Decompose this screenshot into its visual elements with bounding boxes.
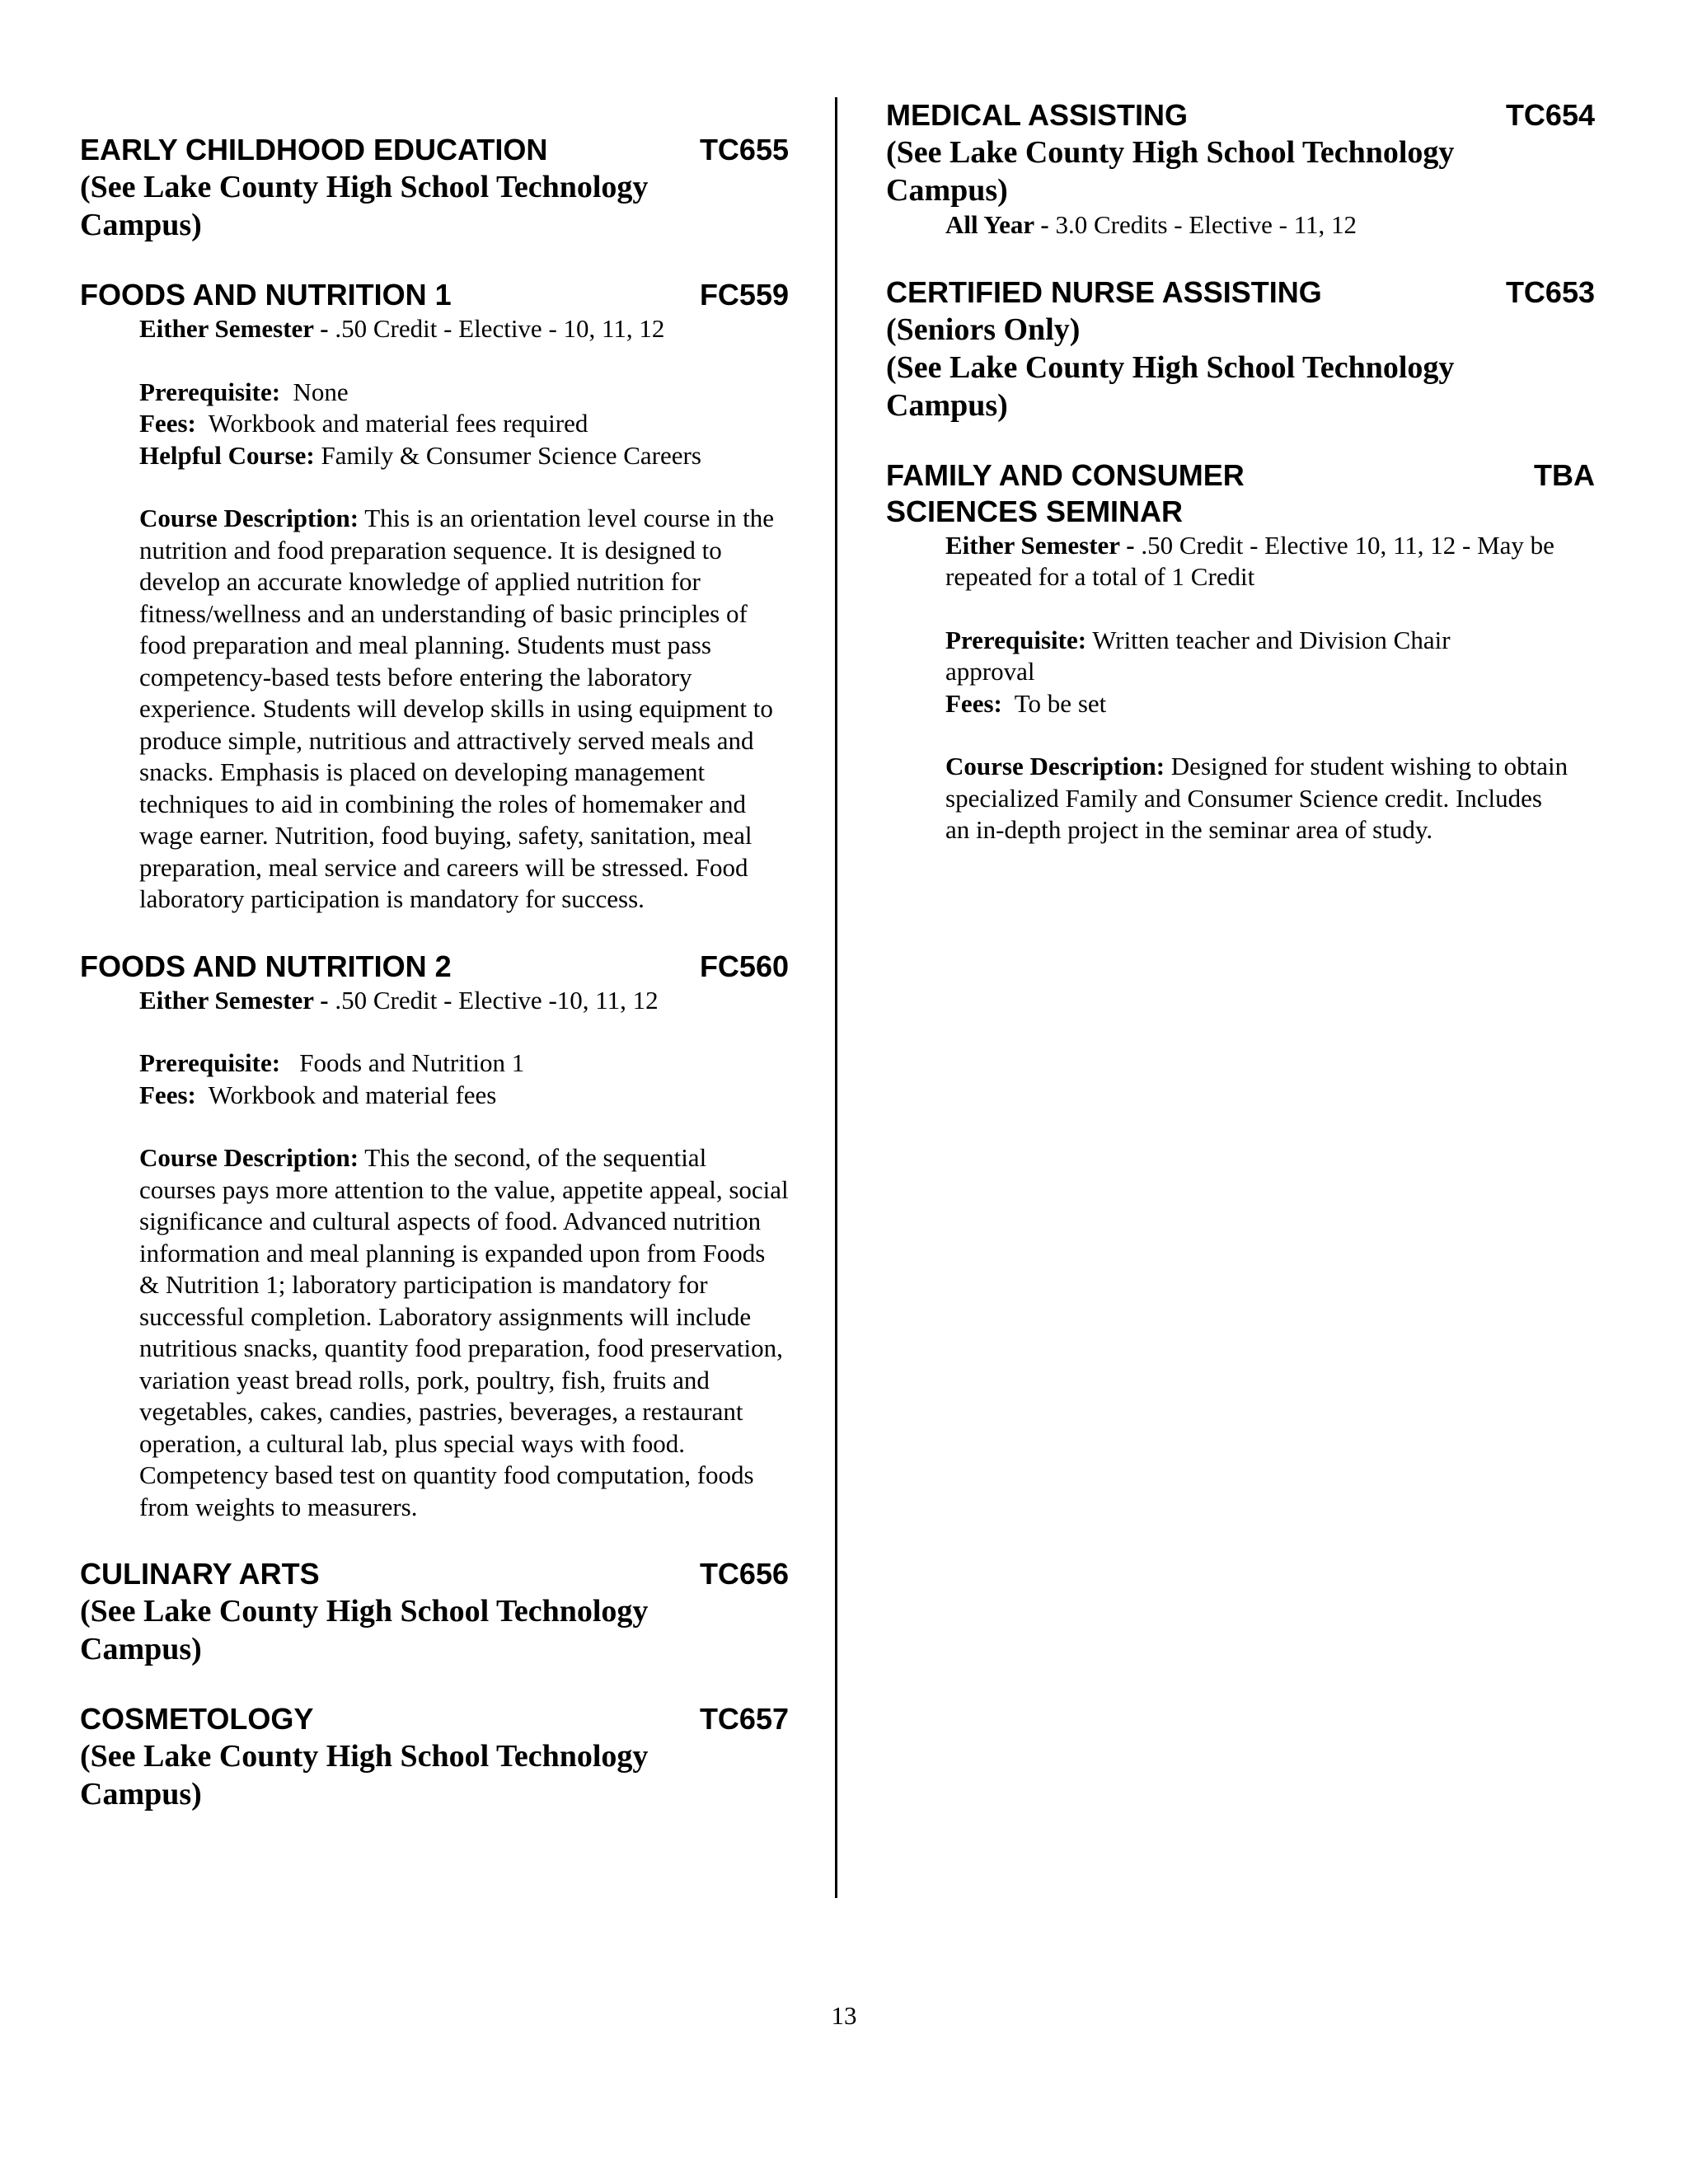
prerequisite-line <box>945 625 1522 688</box>
course-code: TC654 <box>1505 98 1595 132</box>
prerequisite-value: None <box>280 377 349 406</box>
course-heading <box>886 97 1595 134</box>
course-heading <box>80 277 789 313</box>
course-certified-nurse-assisting <box>886 274 1595 424</box>
course-heading <box>80 1556 789 1592</box>
course-code: TC653 <box>1505 274 1595 309</box>
fees-label: Fees: <box>945 688 1002 718</box>
course-title: EARLY CHILDHOOD EDUCATION <box>80 133 548 166</box>
course-title: FAMILY AND CONSUMER SCIENCES SEMINAR <box>886 457 1245 528</box>
right-column <box>886 97 1595 879</box>
term-label: Either Semester - <box>139 985 329 1015</box>
course-fcs-seminar <box>886 457 1595 846</box>
left-column <box>80 132 789 1846</box>
course-code: TC655 <box>699 133 789 166</box>
helpful-course-value: Family & Consumer Science Careers <box>314 440 701 470</box>
description-label: Course Description: <box>945 752 1165 780</box>
term-value: .50 Credit - Elective - 10, 11, 12 <box>328 314 665 343</box>
course-code: FC559 <box>699 278 789 312</box>
term-line <box>139 985 789 1017</box>
course-description <box>139 1142 789 1523</box>
course-details <box>139 313 789 916</box>
course-title: CULINARY ARTS <box>80 1557 320 1591</box>
course-title: MEDICAL ASSISTING <box>886 98 1189 132</box>
seniors-note: (Seniors Only) <box>886 312 1081 347</box>
prerequisite-label: Prerequisite: <box>945 625 1087 654</box>
fees-line <box>139 1080 789 1112</box>
course-details <box>945 209 1595 241</box>
prerequisite-line <box>139 377 789 409</box>
course-cosmetology <box>80 1701 789 1813</box>
course-code: TC656 <box>699 1557 789 1591</box>
campus-note: (See Lake County High School Technology Campus) <box>80 170 649 242</box>
course-details <box>139 985 789 1524</box>
term-label: Either Semester - <box>945 530 1135 560</box>
course-heading <box>80 949 789 985</box>
description-label: Course Description: <box>139 1143 359 1172</box>
term-line <box>945 530 1555 593</box>
campus-note: (See Lake County High School Technology Campus) <box>886 135 1455 208</box>
fees-value: Workbook and material fees <box>195 1080 497 1109</box>
term-label: Either Semester - <box>139 314 329 343</box>
course-code: TBA <box>1534 457 1595 492</box>
prerequisite-label: Prerequisite: <box>139 377 281 406</box>
fees-label: Fees: <box>139 409 196 438</box>
course-heading <box>886 274 1595 311</box>
course-foods-nutrition-2 <box>80 949 789 1524</box>
campus-note: (See Lake County High School Technology Campus) <box>80 1594 649 1666</box>
column-divider <box>835 97 837 1898</box>
description-text: This is an orientation level course in the nutrition and food preparation sequence. It is designed to develop an accurate knowledge of applied nutrition for fitness/wellness and an understanding of basic principles of food preparation and meal planning. Students must pass competency-based tests before entering the laboratory experience. Students will develop skills in using equipment to produce simple, nutritious and attractively served meals and snacks. Emphasis is placed on developing management techniques to aid in combining the roles of homemaker and wage earner. Nutrition, food buying, safety, sanitation, meal preparation, meal service and careers will be stressed. Food laboratory participation is mandatory for success. <box>139 504 774 913</box>
course-details <box>945 530 1595 846</box>
course-description <box>139 503 789 916</box>
term-label: All Year - <box>945 210 1049 239</box>
description-text: Designed for student wishing to obtain specialized Family and Consumer Science credit. Includes an in-depth project in the seminar area of study. <box>945 752 1568 844</box>
fees-label: Fees: <box>139 1080 196 1109</box>
course-foods-nutrition-1 <box>80 277 789 916</box>
helpful-course-line <box>139 440 789 472</box>
course-title: COSMETOLOGY <box>80 1702 314 1736</box>
term-value: 3.0 Credits - Elective - 11, 12 <box>1048 210 1357 239</box>
course-culinary-arts <box>80 1556 789 1668</box>
course-title: FOODS AND NUTRITION 1 <box>80 278 452 312</box>
course-code: TC657 <box>699 1702 789 1736</box>
course-early-childhood <box>80 132 789 244</box>
prerequisite-line <box>139 1047 789 1080</box>
prerequisite-value: Written teacher and Division Chair approval <box>945 625 1451 686</box>
fees-line <box>139 408 789 440</box>
fees-value: Workbook and material fees required <box>195 409 588 438</box>
course-heading <box>886 457 1595 530</box>
fees-line <box>945 688 1595 720</box>
page-number: 13 <box>831 2001 857 2030</box>
course-heading <box>80 132 789 168</box>
prerequisite-label: Prerequisite: <box>139 1048 281 1077</box>
campus-note: (See Lake County High School Technology Campus) <box>80 1739 649 1811</box>
term-line <box>139 313 789 345</box>
term-line <box>945 209 1595 241</box>
campus-note: (See Lake County High School Technology Campus) <box>886 349 1455 423</box>
fees-value: To be set <box>1001 688 1107 718</box>
description-text: This the second, of the sequential courses pays more attention to the value, appetite appeal, social significance and cultural aspects of food. Advanced nutrition information and meal planning is expanded upon from Foods & Nutrition 1; laboratory participation is mandatory for successful completion. Laboratory assignments will include nutritious snacks, quantity food preparation, food preservation, variation yeast bread rolls, pork, poultry, fish, fruits and vegetables, cakes, candies, pastries, beverages, a restaurant operation, a cultural lab, plus special ways with food. Competency based test on quantity food computation, foods from weights to measurers. <box>139 1143 789 1521</box>
course-code: FC560 <box>699 949 789 983</box>
course-description <box>945 751 1572 846</box>
course-medical-assisting <box>886 97 1595 241</box>
course-heading <box>80 1701 789 1737</box>
helpful-course-label: Helpful Course: <box>139 440 315 470</box>
prerequisite-value: Foods and Nutrition 1 <box>280 1048 525 1077</box>
course-title: FOODS AND NUTRITION 2 <box>80 949 452 983</box>
term-value: .50 Credit - Elective -10, 11, 12 <box>328 985 659 1015</box>
term-value: .50 Credit - Elective 10, 11, 12 - May be repeated for a total of 1 Credit <box>945 530 1554 591</box>
description-label: Course Description: <box>139 504 359 532</box>
course-title: CERTIFIED NURSE ASSISTING <box>886 274 1322 309</box>
